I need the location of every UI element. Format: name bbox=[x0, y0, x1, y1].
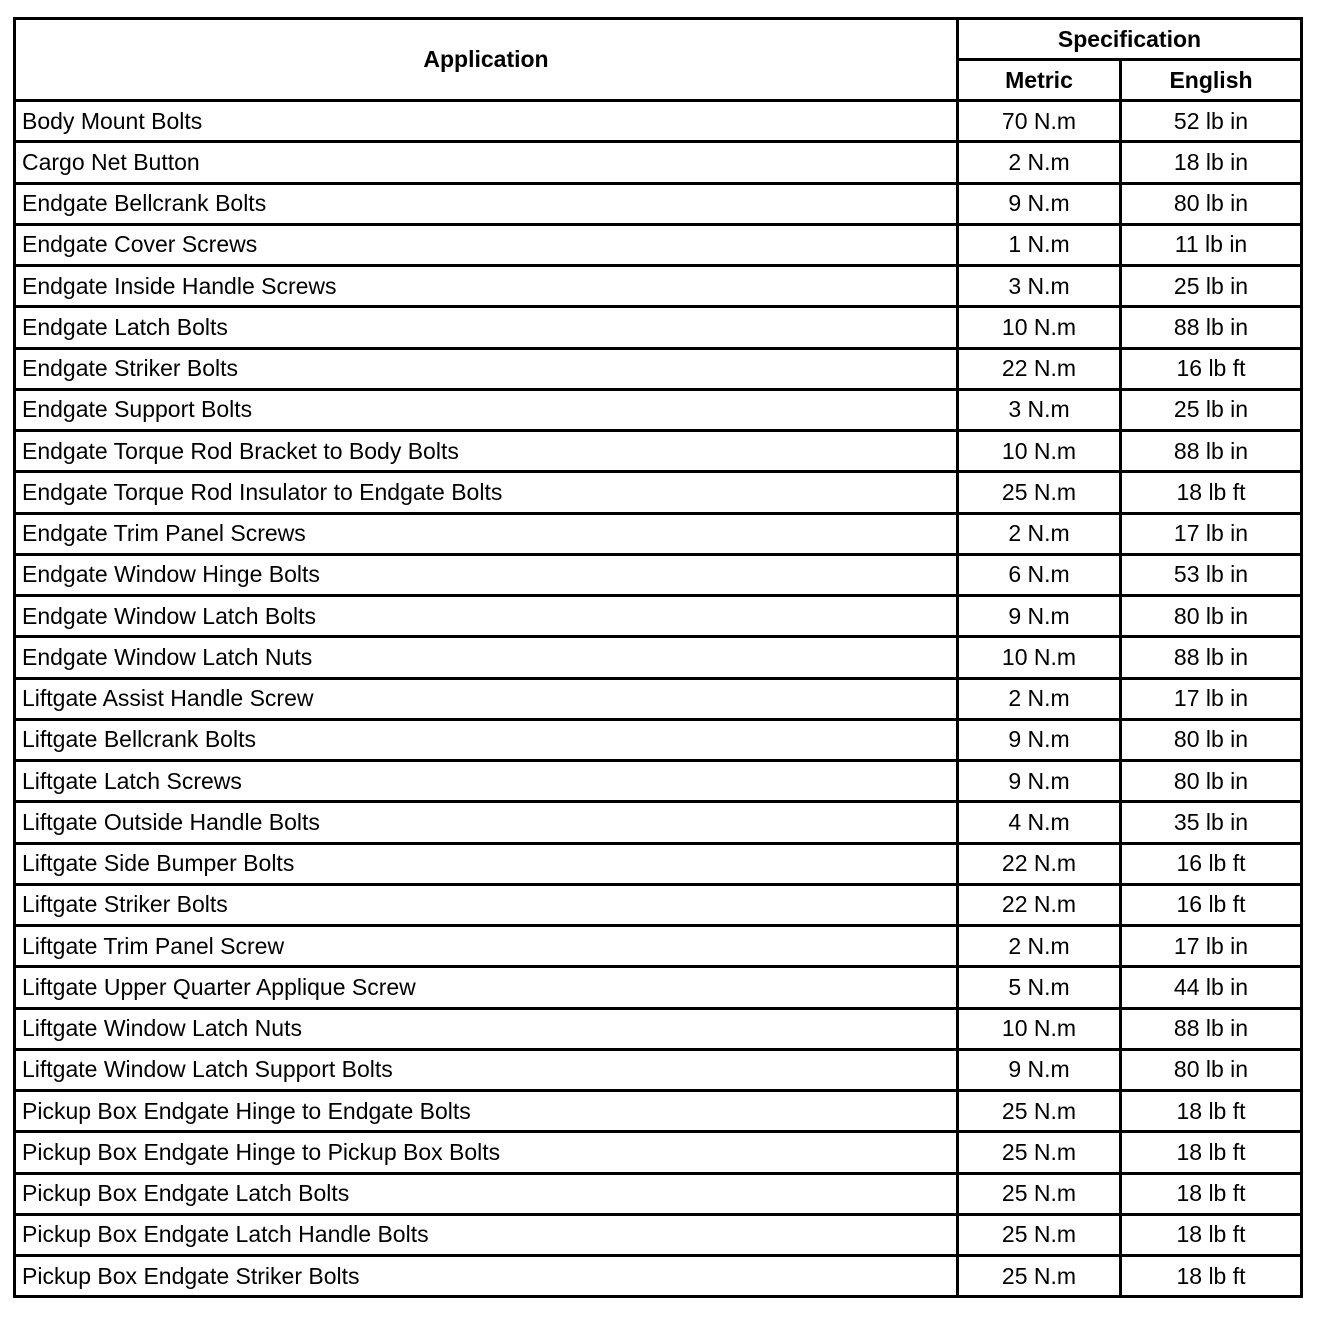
application-cell: Endgate Window Latch Nuts bbox=[15, 637, 958, 678]
table-row bbox=[15, 1173, 1302, 1214]
english-cell: 18 lb ft bbox=[1121, 1256, 1302, 1297]
table-body bbox=[15, 101, 1302, 1297]
metric-cell: 25 N.m bbox=[958, 1132, 1121, 1173]
application-cell: Endgate Cover Screws bbox=[15, 224, 958, 265]
table-row bbox=[15, 967, 1302, 1008]
metric-cell: 2 N.m bbox=[958, 678, 1121, 719]
english-cell: 80 lb in bbox=[1121, 719, 1302, 760]
english-cell: 53 lb in bbox=[1121, 554, 1302, 595]
application-cell: Endgate Torque Rod Bracket to Body Bolts bbox=[15, 431, 958, 472]
english-cell: 18 lb ft bbox=[1121, 1173, 1302, 1214]
metric-cell: 2 N.m bbox=[958, 926, 1121, 967]
table-row bbox=[15, 926, 1302, 967]
table-row bbox=[15, 761, 1302, 802]
table-row bbox=[15, 1049, 1302, 1090]
english-cell: 25 lb in bbox=[1121, 266, 1302, 307]
metric-cell: 25 N.m bbox=[958, 472, 1121, 513]
application-cell: Liftgate Window Latch Nuts bbox=[15, 1008, 958, 1049]
english-cell: 18 lb in bbox=[1121, 142, 1302, 183]
metric-cell: 25 N.m bbox=[958, 1214, 1121, 1255]
metric-cell: 70 N.m bbox=[958, 101, 1121, 142]
application-cell: Endgate Window Latch Bolts bbox=[15, 596, 958, 637]
english-cell: 80 lb in bbox=[1121, 596, 1302, 637]
metric-cell: 3 N.m bbox=[958, 266, 1121, 307]
application-cell: Liftgate Outside Handle Bolts bbox=[15, 802, 958, 843]
english-cell: 18 lb ft bbox=[1121, 472, 1302, 513]
english-cell: 18 lb ft bbox=[1121, 1214, 1302, 1255]
table-row bbox=[15, 637, 1302, 678]
application-cell: Endgate Latch Bolts bbox=[15, 307, 958, 348]
table-row bbox=[15, 142, 1302, 183]
english-cell: 80 lb in bbox=[1121, 183, 1302, 224]
application-cell: Liftgate Side Bumper Bolts bbox=[15, 843, 958, 884]
metric-cell: 9 N.m bbox=[958, 596, 1121, 637]
table-row bbox=[15, 513, 1302, 554]
table-row bbox=[15, 348, 1302, 389]
metric-cell: 25 N.m bbox=[958, 1091, 1121, 1132]
table-row bbox=[15, 1091, 1302, 1132]
application-cell: Liftgate Trim Panel Screw bbox=[15, 926, 958, 967]
metric-cell: 4 N.m bbox=[958, 802, 1121, 843]
table-row bbox=[15, 389, 1302, 430]
application-cell: Liftgate Assist Handle Screw bbox=[15, 678, 958, 719]
metric-cell: 9 N.m bbox=[958, 761, 1121, 802]
metric-cell: 22 N.m bbox=[958, 843, 1121, 884]
english-header: English bbox=[1121, 60, 1302, 101]
application-cell: Endgate Support Bolts bbox=[15, 389, 958, 430]
english-cell: 88 lb in bbox=[1121, 1008, 1302, 1049]
table-row bbox=[15, 843, 1302, 884]
metric-cell: 2 N.m bbox=[958, 142, 1121, 183]
english-cell: 80 lb in bbox=[1121, 761, 1302, 802]
header-row-top bbox=[15, 19, 1302, 60]
application-cell: Pickup Box Endgate Latch Handle Bolts bbox=[15, 1214, 958, 1255]
english-cell: 11 lb in bbox=[1121, 224, 1302, 265]
english-cell: 35 lb in bbox=[1121, 802, 1302, 843]
metric-cell: 1 N.m bbox=[958, 224, 1121, 265]
table-header bbox=[15, 19, 1302, 101]
table-row bbox=[15, 802, 1302, 843]
table-row bbox=[15, 719, 1302, 760]
application-cell: Liftgate Window Latch Support Bolts bbox=[15, 1049, 958, 1090]
english-cell: 17 lb in bbox=[1121, 513, 1302, 554]
table-row bbox=[15, 101, 1302, 142]
application-cell: Pickup Box Endgate Striker Bolts bbox=[15, 1256, 958, 1297]
application-cell: Liftgate Striker Bolts bbox=[15, 884, 958, 925]
english-cell: 44 lb in bbox=[1121, 967, 1302, 1008]
metric-cell: 3 N.m bbox=[958, 389, 1121, 430]
table-row bbox=[15, 1214, 1302, 1255]
application-cell: Endgate Bellcrank Bolts bbox=[15, 183, 958, 224]
application-cell: Endgate Striker Bolts bbox=[15, 348, 958, 389]
metric-cell: 22 N.m bbox=[958, 348, 1121, 389]
application-cell: Endgate Inside Handle Screws bbox=[15, 266, 958, 307]
application-cell: Pickup Box Endgate Hinge to Endgate Bolts bbox=[15, 1091, 958, 1132]
metric-cell: 22 N.m bbox=[958, 884, 1121, 925]
metric-cell: 10 N.m bbox=[958, 637, 1121, 678]
metric-cell: 25 N.m bbox=[958, 1173, 1121, 1214]
metric-cell: 9 N.m bbox=[958, 183, 1121, 224]
table-row bbox=[15, 266, 1302, 307]
application-cell: Endgate Trim Panel Screws bbox=[15, 513, 958, 554]
table-row bbox=[15, 224, 1302, 265]
english-cell: 16 lb ft bbox=[1121, 348, 1302, 389]
metric-cell: 25 N.m bbox=[958, 1256, 1121, 1297]
table-row bbox=[15, 1008, 1302, 1049]
table-row bbox=[15, 183, 1302, 224]
table-row bbox=[15, 554, 1302, 595]
application-cell: Pickup Box Endgate Latch Bolts bbox=[15, 1173, 958, 1214]
metric-cell: 10 N.m bbox=[958, 307, 1121, 348]
english-cell: 88 lb in bbox=[1121, 307, 1302, 348]
application-cell: Liftgate Bellcrank Bolts bbox=[15, 719, 958, 760]
table-row bbox=[15, 1132, 1302, 1173]
application-cell: Body Mount Bolts bbox=[15, 101, 958, 142]
english-cell: 80 lb in bbox=[1121, 1049, 1302, 1090]
metric-cell: 5 N.m bbox=[958, 967, 1121, 1008]
table-row bbox=[15, 307, 1302, 348]
fastener-spec-table bbox=[13, 17, 1303, 1298]
application-cell: Pickup Box Endgate Hinge to Pickup Box Bolts bbox=[15, 1132, 958, 1173]
application-cell: Liftgate Latch Screws bbox=[15, 761, 958, 802]
table-row bbox=[15, 596, 1302, 637]
application-cell: Liftgate Upper Quarter Applique Screw bbox=[15, 967, 958, 1008]
metric-cell: 2 N.m bbox=[958, 513, 1121, 554]
table-row bbox=[15, 431, 1302, 472]
table-row bbox=[15, 1256, 1302, 1297]
application-cell: Cargo Net Button bbox=[15, 142, 958, 183]
english-cell: 17 lb in bbox=[1121, 678, 1302, 719]
metric-header: Metric bbox=[958, 60, 1121, 101]
english-cell: 17 lb in bbox=[1121, 926, 1302, 967]
english-cell: 88 lb in bbox=[1121, 637, 1302, 678]
application-cell: Endgate Window Hinge Bolts bbox=[15, 554, 958, 595]
english-cell: 16 lb ft bbox=[1121, 884, 1302, 925]
application-cell: Endgate Torque Rod Insulator to Endgate Bolts bbox=[15, 472, 958, 513]
english-cell: 88 lb in bbox=[1121, 431, 1302, 472]
table-row bbox=[15, 472, 1302, 513]
english-cell: 25 lb in bbox=[1121, 389, 1302, 430]
application-header: Application bbox=[15, 19, 958, 101]
english-cell: 52 lb in bbox=[1121, 101, 1302, 142]
metric-cell: 6 N.m bbox=[958, 554, 1121, 595]
specification-header: Specification bbox=[958, 19, 1302, 60]
metric-cell: 9 N.m bbox=[958, 719, 1121, 760]
english-cell: 18 lb ft bbox=[1121, 1132, 1302, 1173]
metric-cell: 10 N.m bbox=[958, 1008, 1121, 1049]
english-cell: 16 lb ft bbox=[1121, 843, 1302, 884]
english-cell: 18 lb ft bbox=[1121, 1091, 1302, 1132]
metric-cell: 9 N.m bbox=[958, 1049, 1121, 1090]
metric-cell: 10 N.m bbox=[958, 431, 1121, 472]
table-row bbox=[15, 678, 1302, 719]
table-row bbox=[15, 884, 1302, 925]
